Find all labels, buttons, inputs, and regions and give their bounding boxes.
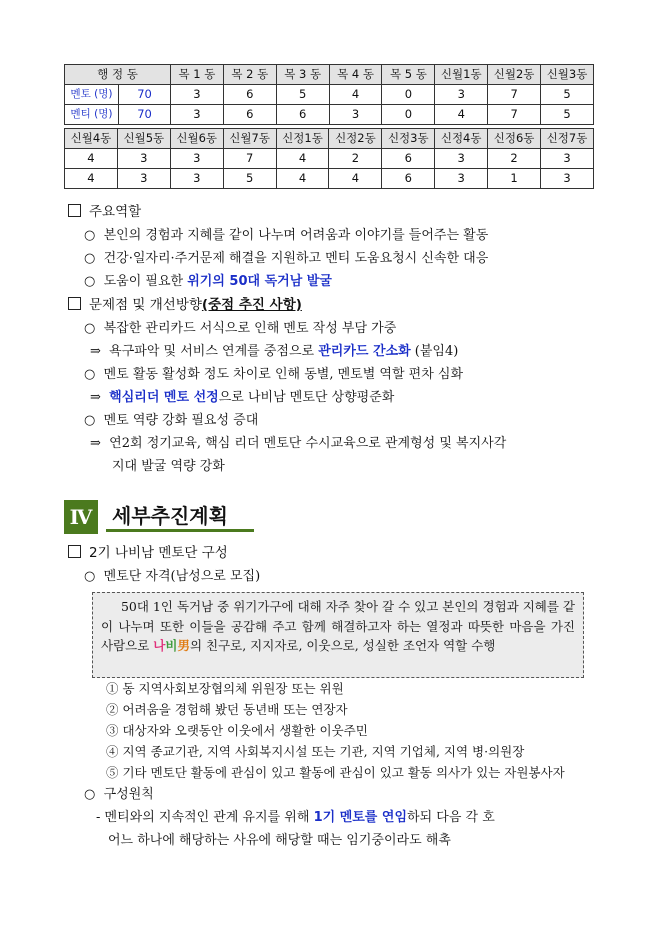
table-header-cell: 행 정 동 <box>65 65 171 85</box>
issue-problem-1-text: 복잡한 관리카드 서식으로 인해 멘토 작성 부담 가중 <box>103 321 397 336</box>
circle-bullet-icon: ○ <box>84 274 96 289</box>
qualification-text: 멘토단 자격(남성으로 모집) <box>103 569 261 584</box>
table-header-cell: 신월6동 <box>170 129 223 149</box>
roles-item-2 <box>84 250 488 268</box>
table-cell: 4 <box>276 149 329 169</box>
table-cell: 1 <box>488 169 541 189</box>
circle-bullet-icon: ○ <box>84 228 96 243</box>
principle-rule-text: - 멘티와의 지속적인 관계 유지를 위해 <box>96 810 314 825</box>
principle-item <box>84 786 154 804</box>
table-header-cell: 신정7동 <box>541 129 594 149</box>
box-text-end: 의 친구로, 지지자로, 이웃으로, 성실한 조언자 역할 수행 <box>189 638 496 653</box>
table-cell: 0 <box>382 105 435 125</box>
section-number-badge: Ⅳ <box>64 500 98 534</box>
table-header-cell: 목 3 동 <box>276 65 329 85</box>
issues-heading <box>68 296 302 314</box>
issue-problem-1 <box>84 320 396 338</box>
roles-item-3-text: 도움이 필요한 <box>103 274 188 289</box>
issue-solution-1 <box>90 343 458 361</box>
table-cell: 3 <box>329 105 382 125</box>
nabinam-logo: 나비男 <box>153 638 190 653</box>
table-cell: 6 <box>382 169 435 189</box>
roles-item-1-text: 본인의 경험과 지혜를 같이 나누며 어려움과 이야기를 들어주는 활동 <box>103 228 489 243</box>
table-cell: 4 <box>329 169 382 189</box>
table-header-cell: 신월2동 <box>488 65 541 85</box>
table-cell: 5 <box>541 105 594 125</box>
table-row <box>65 105 594 125</box>
table-cell: 6 <box>223 85 276 105</box>
table-header-cell: 신정1동 <box>276 129 329 149</box>
table-cell: 3 <box>170 149 223 169</box>
table-cell: 5 <box>276 85 329 105</box>
issue-solution-3 <box>90 435 506 453</box>
table-row <box>65 169 594 189</box>
table-cell: 4 <box>329 85 382 105</box>
principle-rule-text-end: 하되 다음 각 호 <box>407 810 495 825</box>
issue-solution-3-cont: 지대 발굴 역량 강화 <box>112 459 225 474</box>
table-cell: 3 <box>435 149 488 169</box>
mentor-group-heading <box>68 544 228 562</box>
table-header-cell: 목 2 동 <box>223 65 276 85</box>
table-cell: 3 <box>170 169 223 189</box>
issue-solution-1-text: 욕구파악 및 서비스 연계를 중점으로 <box>109 344 319 359</box>
table-cell: 3 <box>117 149 170 169</box>
issues-heading-highlight: (중점 추진 사항) <box>201 297 302 313</box>
circle-bullet-icon: ○ <box>84 569 96 584</box>
table-header-cell: 목 4 동 <box>329 65 382 85</box>
roles-item-3-highlight: 위기의 50대 독거남 발굴 <box>187 274 332 289</box>
table-header-cell: 목 5 동 <box>382 65 435 85</box>
issue-solution-2 <box>90 389 394 407</box>
roles-item-2-text: 건강·일자리·주거문제 해결을 지원하고 멘티 도움요청시 신속한 대응 <box>103 251 489 266</box>
checkbox-square-icon <box>68 297 81 310</box>
table-header-cell: 신정4동 <box>435 129 488 149</box>
roles-heading-text: 주요역할 <box>89 204 142 220</box>
issue-solution-2-highlight: 핵심리더 멘토 선정 <box>109 390 219 405</box>
issues-heading-text: 문제점 및 개선방향 <box>89 297 202 313</box>
checkbox-square-icon <box>68 204 81 217</box>
table-header-cell: 신월4동 <box>65 129 118 149</box>
table-cell: 2 <box>488 149 541 169</box>
qualification-description-box <box>92 592 584 678</box>
table-cell: 3 <box>117 169 170 189</box>
table-cell: 3 <box>171 85 224 105</box>
issue-solution-1-note: (붙임4) <box>410 344 459 359</box>
table-cell: 6 <box>276 105 329 125</box>
table-cell: 5 <box>223 169 276 189</box>
roles-heading <box>68 203 141 221</box>
issue-problem-2 <box>84 366 463 384</box>
table-header-cell: 신월3동 <box>541 65 594 85</box>
table-header-cell: 신월1동 <box>435 65 488 85</box>
list-item: ③ 대상자와 오랫동안 이웃에서 생활한 이웃주민 <box>106 723 368 738</box>
table-header-cell: 신월7동 <box>223 129 276 149</box>
table-cell: 4 <box>276 169 329 189</box>
mentor-group-heading-text: 2기 나비남 멘토단 구성 <box>89 545 228 561</box>
table-header-cell: 신정2동 <box>329 129 382 149</box>
table-header-row <box>65 129 594 149</box>
table-cell: 3 <box>171 105 224 125</box>
list-item: ⑤ 기타 멘토단 활동에 관심이 있고 활동에 관심이 있고 활동 의사가 있는 자원봉사자 <box>106 765 565 780</box>
row-label: 멘토 (명) <box>65 85 119 105</box>
box-text: 50대 1인 독거남 중 위기가구에 대해 자주 찾아 갈 수 있고 본인의 경험과 지혜를 같이 나누며 또한 이들을 공감해 주고 함께 해결하고자 하는 열정과 따뜻한 마음을 가진 사람으로 <box>101 599 575 653</box>
principle-rule-line-1 <box>96 809 495 827</box>
issue-problem-3-text: 멘토 역량 강화 필요성 증대 <box>103 413 259 428</box>
table-cell: 7 <box>488 105 541 125</box>
qualification-item <box>84 568 260 586</box>
table-cell: 4 <box>65 149 118 169</box>
table-header-row <box>65 65 594 85</box>
table-header-cell: 신월5동 <box>117 129 170 149</box>
arrow-implies-icon: ⇒ <box>90 390 101 405</box>
list-item: ④ 지역 종교기관, 지역 사회복지시설 또는 기관, 지역 기업체, 지역 병·의원장 <box>106 744 525 759</box>
row-label: 멘티 (명) <box>65 105 119 125</box>
table-cell: 3 <box>541 169 594 189</box>
circle-bullet-icon: ○ <box>84 787 96 802</box>
table-cell: 3 <box>435 85 488 105</box>
issue-problem-3 <box>84 412 258 430</box>
arrow-implies-icon: ⇒ <box>90 436 101 451</box>
checkbox-square-icon <box>68 545 81 558</box>
arrow-implies-icon: ⇒ <box>90 344 101 359</box>
table-header-cell: 목 1 동 <box>171 65 224 85</box>
table-row <box>65 149 594 169</box>
issue-solution-1-highlight: 관리카드 간소화 <box>318 344 411 359</box>
row-total: 70 <box>119 85 171 105</box>
circle-bullet-icon: ○ <box>84 367 96 382</box>
table-cell: 3 <box>435 169 488 189</box>
table-cell: 2 <box>329 149 382 169</box>
table-cell: 0 <box>382 85 435 105</box>
table-header-cell: 신정3동 <box>382 129 435 149</box>
table-cell: 7 <box>223 149 276 169</box>
table-header-cell: 신정6동 <box>488 129 541 149</box>
mentor-count-table-2 <box>64 128 594 189</box>
roles-item-1 <box>84 227 488 245</box>
list-item: ① 동 지역사회보장협의체 위원장 또는 위원 <box>106 681 344 696</box>
table-cell: 6 <box>382 149 435 169</box>
issue-solution-3-text: 연2회 정기교육, 핵심 리더 멘토단 수시교육으로 관계형성 및 복지사각 <box>109 436 507 451</box>
table-cell: 4 <box>65 169 118 189</box>
principle-rule-line-2: 어느 하나에 해당하는 사유에 해당할 때는 임기중이라도 해촉 <box>108 833 451 848</box>
mentor-count-table-1 <box>64 64 594 125</box>
principle-rule-highlight: 1기 멘토를 연임 <box>313 810 408 825</box>
circle-bullet-icon: ○ <box>84 321 96 336</box>
principle-text: 구성원칙 <box>103 787 154 802</box>
roles-item-3 <box>84 273 332 291</box>
list-item: ② 어려움을 경험해 봤던 동년배 또는 연장자 <box>106 702 348 717</box>
issue-solution-2-text: 으로 나비남 멘토단 상향평준화 <box>218 390 395 405</box>
table-cell: 4 <box>435 105 488 125</box>
row-total: 70 <box>119 105 171 125</box>
circle-bullet-icon: ○ <box>84 251 96 266</box>
table-cell: 7 <box>488 85 541 105</box>
table-cell: 5 <box>541 85 594 105</box>
circle-bullet-icon: ○ <box>84 413 96 428</box>
table-row <box>65 85 594 105</box>
table-cell: 6 <box>223 105 276 125</box>
section-title: 세부추진계획 <box>106 500 254 532</box>
issue-problem-2-text: 멘토 활동 활성화 정도 차이로 인해 동별, 멘토별 역할 편차 심화 <box>103 367 464 382</box>
table-cell: 3 <box>541 149 594 169</box>
